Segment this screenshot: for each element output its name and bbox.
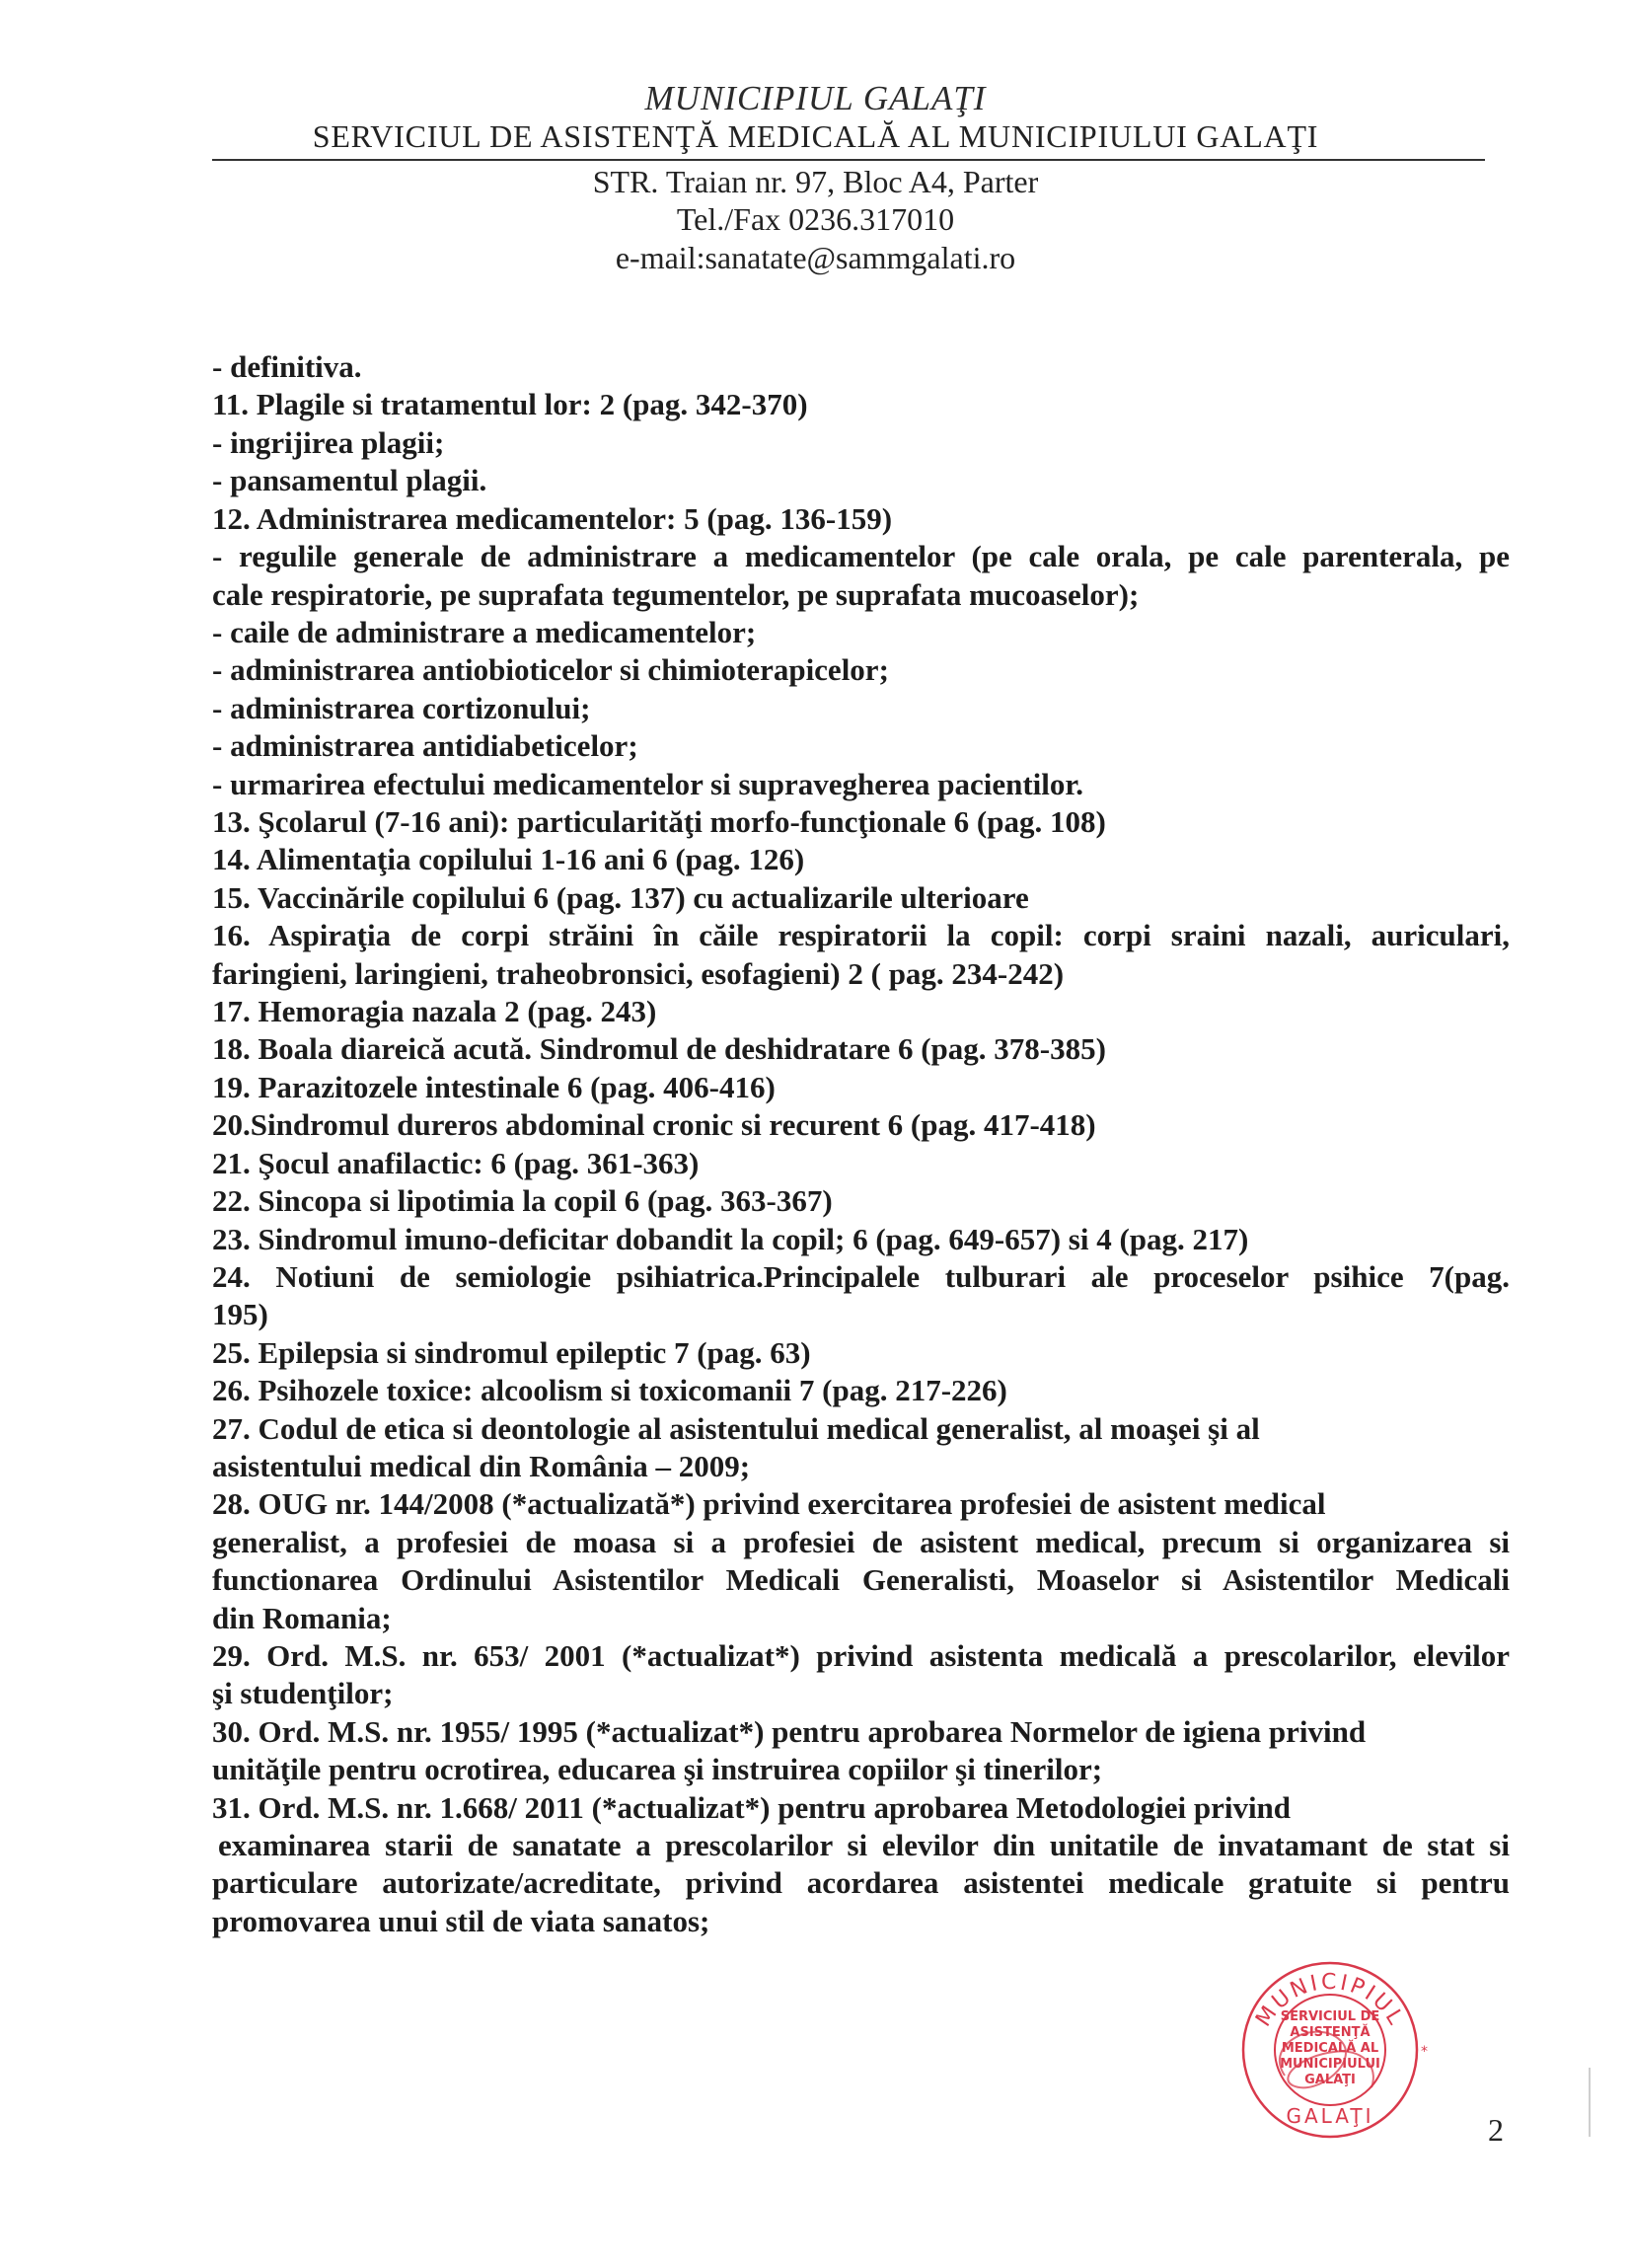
body-line: 31. Ord. M.S. nr. 1.668/ 2011 (*actualizat*) pentru aprobarea Metodologiei privind bbox=[212, 1790, 1292, 1825]
body-line: - urmarirea efectului medicamentelor si supravegherea pacientilor. bbox=[212, 767, 1084, 801]
body-line: asistentului medical din România – 2009; bbox=[212, 1449, 751, 1483]
body-line: 25. Epilepsia si sindromul epileptic 7 (pag. 63) bbox=[212, 1335, 811, 1370]
body-line: generalist, a profesiei de moasa si a profesiei de asistent medical, precum si organizarea si bbox=[212, 1525, 1510, 1559]
body-line: 12. Administrarea medicamentelor: 5 (pag. 136-159) bbox=[212, 501, 893, 536]
body-line: 26. Psihozele toxice: alcoolism si toxicomanii 7 (pag. 217-226) bbox=[212, 1373, 1007, 1407]
stamp-center-line: ASISTENŢĂ bbox=[1290, 2025, 1371, 2040]
body-line: şi studenţilor; bbox=[212, 1676, 394, 1710]
stamp-center-line: MEDICALĂ AL bbox=[1281, 2041, 1379, 2056]
stamp-center-line: SERVICIUL DE bbox=[1280, 2009, 1380, 2024]
header-municipality: MUNICIPIUL GALAŢI bbox=[644, 79, 987, 117]
body-line: functionarea Ordinului Asistentilor Medicali Generalisti, Moaselor si Asistentilor Medicali bbox=[212, 1562, 1510, 1597]
body-line: 18. Boala diareică acută. Sindromul de deshidratare 6 (pag. 378-385) bbox=[212, 1031, 1106, 1066]
body-line: 16. Aspiraţia de corpi străini în căile respiratorii la copil: corpi sraini nazali, auriculari, bbox=[212, 918, 1510, 952]
header-address: STR. Traian nr. 97, Bloc A4, Parter bbox=[592, 164, 1039, 199]
body-line: din Romania; bbox=[212, 1601, 392, 1635]
body-line: 17. Hemoragia nazala 2 (pag. 243) bbox=[212, 994, 657, 1028]
svg-text:*: * bbox=[1421, 2044, 1428, 2060]
body-line: 20.Sindromul dureros abdominal cronic si recurent 6 (pag. 417-418) bbox=[212, 1107, 1096, 1142]
header-phone: Tel./Fax 0236.317010 bbox=[676, 201, 955, 237]
header-email: e-mail:sanatate@sammgalati.ro bbox=[615, 240, 1016, 275]
body-line: - administrarea cortizonului; bbox=[212, 691, 591, 725]
stamp-center-line: GALAŢI bbox=[1304, 2073, 1356, 2087]
official-stamp bbox=[1223, 1949, 1450, 2147]
stamp-ring-bottom: GALAŢI bbox=[1286, 2104, 1374, 2128]
body-line: particulare autorizate/acreditate, privind acordarea asistentei medicale gratuite si pentru bbox=[212, 1865, 1510, 1900]
body-line: - administrarea antiobioticelor si chimioterapicelor; bbox=[212, 652, 889, 687]
body-line: 14. Alimentaţia copilului 1-16 ani 6 (pag. 126) bbox=[212, 842, 805, 876]
header-service-name: SERVICIUL DE ASISTENŢĂ MEDICALĂ AL MUNICIPIULUI GALAŢI bbox=[312, 118, 1319, 154]
body-line: cale respiratorie, pe suprafata tegumentelor, pe suprafata mucoaselor); bbox=[212, 577, 1140, 612]
body-line: unităţile pentru ocrotirea, educarea şi instruirea copiilor şi tinerilor; bbox=[212, 1752, 1103, 1786]
body-line: - administrarea antidiabeticelor; bbox=[212, 728, 638, 763]
body-line: 19. Parazitozele intestinale 6 (pag. 406-416) bbox=[212, 1070, 776, 1104]
body-line: - caile de administrare a medicamentelor; bbox=[212, 615, 757, 649]
body-line: 21. Şocul anafilactic: 6 (pag. 361-363) bbox=[212, 1146, 700, 1180]
body-line: 27. Codul de etica si deontologie al asistentului medical generalist, al moaşei şi al bbox=[212, 1411, 1260, 1446]
body-line: promovarea unui stil de viata sanatos; bbox=[212, 1904, 710, 1938]
body-line: examinarea starii de sanatate a prescolarilor si elevilor din unitatile de invatamant de stat si bbox=[218, 1828, 1510, 1862]
header-divider bbox=[212, 159, 1485, 161]
body-line: faringieni, laringieni, traheobronsici, esofagieni) 2 ( pag. 234-242) bbox=[212, 956, 1065, 991]
body-line: - regulile generale de administrare a medicamentelor (pe cale orala, pe cale parenterala, pe bbox=[212, 539, 1510, 573]
body-line: - pansamentul plagii. bbox=[212, 463, 487, 497]
body-line: 11. Plagile si tratamentul lor: 2 (pag. 342-370) bbox=[212, 387, 808, 421]
body-line: 28. OUG nr. 144/2008 (*actualizată*) privind exercitarea profesiei de asistent medical bbox=[212, 1486, 1326, 1521]
body-line: 195) bbox=[212, 1297, 268, 1331]
scan-margin-mark bbox=[1589, 2068, 1591, 2137]
stamp-center-line: MUNICIPIULUI bbox=[1280, 2057, 1380, 2072]
body-line: 13. Şcolarul (7-16 ani): particularităţi morfo-funcţionale 6 (pag. 108) bbox=[212, 804, 1106, 839]
body-line: 15. Vaccinările copilului 6 (pag. 137) cu actualizarile ulterioare bbox=[212, 880, 1029, 915]
stamp-ring-text: MUNICIPIUL bbox=[1251, 1969, 1409, 2032]
body-line: 24. Notiuni de semiologie psihiatrica.Principalele tulburari ale proceselor psihice 7(pag. bbox=[212, 1259, 1510, 1294]
body-line: 30. Ord. M.S. nr. 1955/ 1995 (*actualizat*) pentru aprobarea Normelor de igiena privind bbox=[212, 1714, 1367, 1749]
page-number: 2 bbox=[1488, 2112, 1504, 2148]
body-line: - definitiva. bbox=[212, 349, 362, 384]
body-line: 29. Ord. M.S. nr. 653/ 2001 (*actualizat*) privind asistenta medicală a prescolarilor, elevilor bbox=[212, 1638, 1510, 1673]
body-line: 23. Sindromul imuno-deficitar dobandit la copil; 6 (pag. 649-657) si 4 (pag. 217) bbox=[212, 1222, 1249, 1256]
body-line: - ingrijirea plagii; bbox=[212, 425, 445, 460]
stamp-center-text bbox=[1280, 2009, 1380, 2087]
body-line: 22. Sincopa si lipotimia la copil 6 (pag. 363-367) bbox=[212, 1183, 833, 1218]
